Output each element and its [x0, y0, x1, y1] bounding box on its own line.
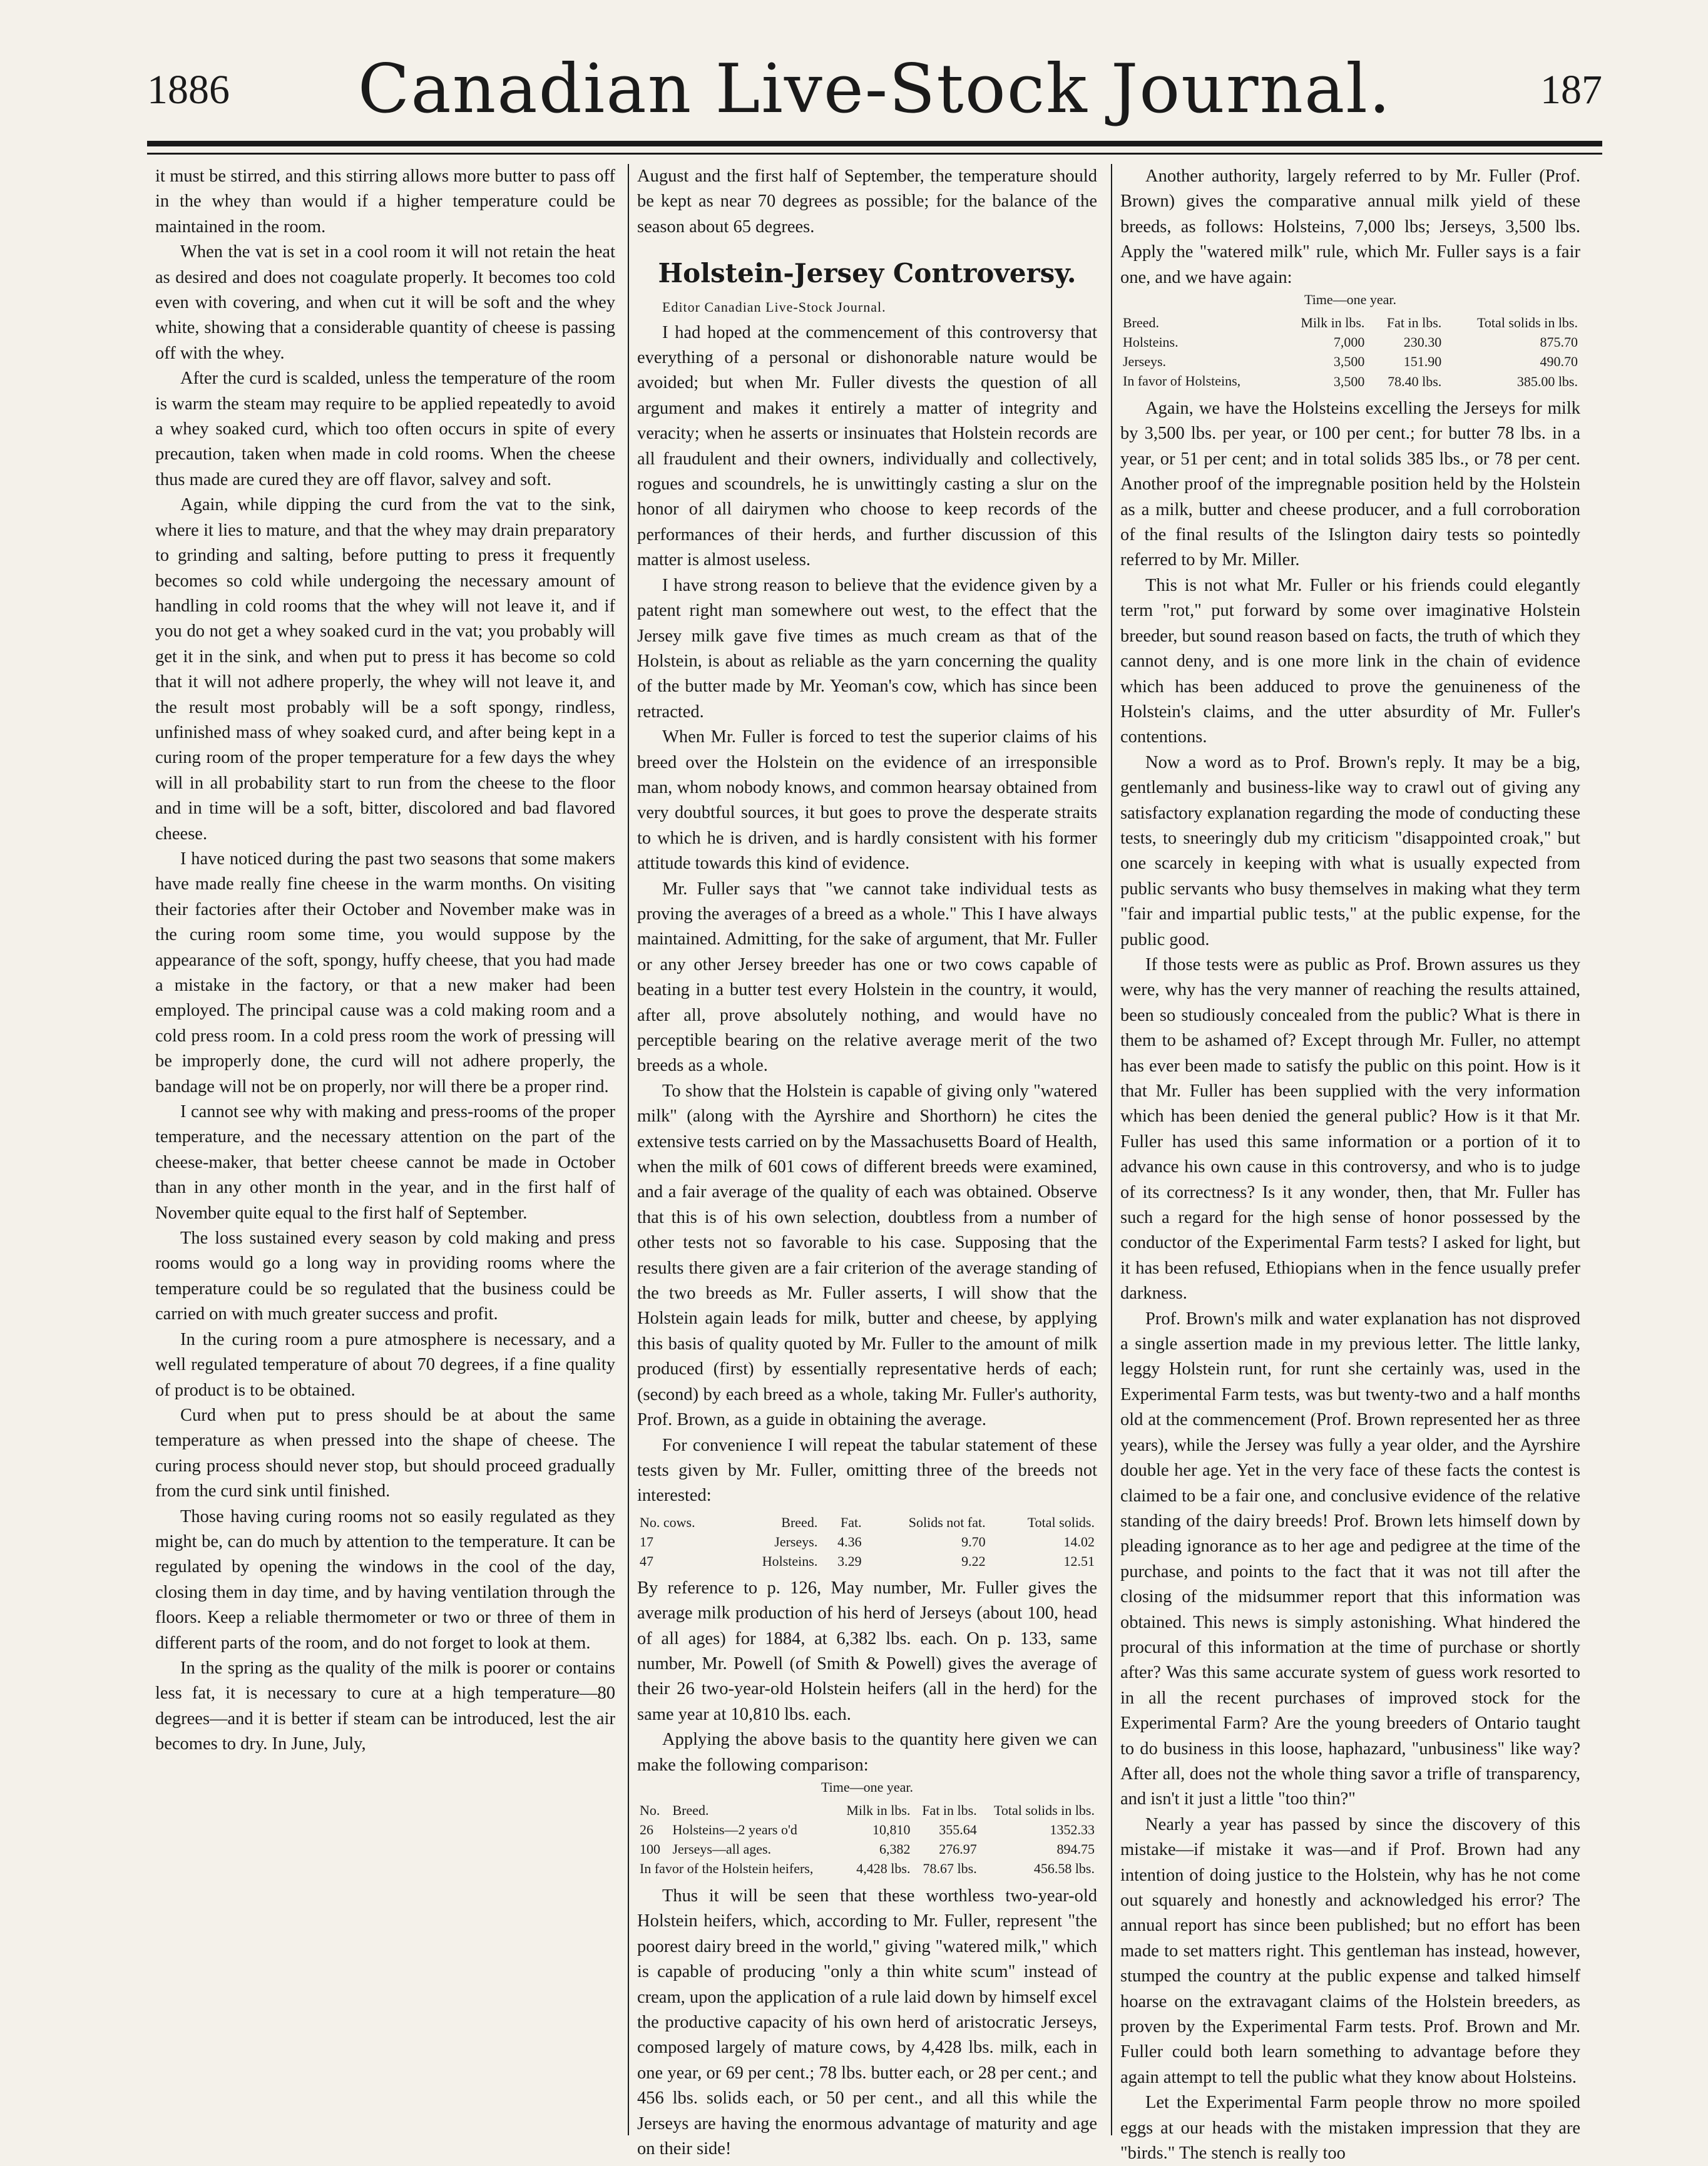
- table-header: Total solids in lbs.: [1476, 315, 1578, 331]
- paragraph: By reference to p. 126, May number, Mr. Fuller gives the average milk production of his herd of Jerseys (about 100, head of all ages) for 1884, at 6,382 lbs. each. On p. 133, same number, Mr. Powell (of Smith & Powell) gives the average of their 26 two-year-old Holstein heifers (all in the herd) for the same year at 10,810 lbs. each.: [637, 1578, 1097, 1724]
- table-cell: 4,428 lbs.: [856, 1861, 911, 1877]
- table-caption: Time—one year.: [821, 1779, 914, 1795]
- table-cell: In favor of Holsteins,: [1123, 373, 1241, 389]
- paragraph: The loss sustained every season by cold making and press rooms would go a long way in providing rooms where the temperature could be so regulated that the business could be carried on with much greater success and profit.: [155, 1229, 615, 1324]
- paragraph: If those tests were as public as Prof. Brown assures us they were, why has the very manner of reaching the results attained, been so studiously concealed from the public? What is there in them to be ashamed of? Except through Mr. Fuller, no attempt has ever been made to satisfy the public on this point. How is it that Mr. Fuller has been supplied with the very information which has been denied the general public? How is it that Mr. Fuller has used this same information or a portion of it to advance his own cause in this controversy, and who is to judge of its correctness? Is it any wonder, then, that Mr. Fuller has such a regard for the high sense of honor possessed by the conductor of the Experimental Farm tests? I asked for light, but it has been refused, Ethiopians when in the fence usually prefer darkness.: [1120, 954, 1580, 1304]
- table-cell: Holsteins.: [1123, 334, 1179, 350]
- table-cell: 10,810: [872, 1821, 911, 1837]
- table-header: Total solids.: [1027, 1514, 1095, 1530]
- table-cell: 3,500: [1333, 373, 1365, 389]
- milk-quality-table: [637, 1513, 1097, 1571]
- journal-title: Canadian Live-Stock Journal.: [357, 50, 1392, 128]
- table-header: Solids not fat.: [908, 1514, 986, 1530]
- page-year: 1886: [147, 67, 230, 113]
- paragraph: Thus it will be seen that these worthless two-year-old Holstein heifers, which, according to Mr. Fuller, represent "the poorest dairy breed in the world," giving "watered milk," which is capable of producing "only a thin white scum" instead of cream, upon the application of a rule laid down by himself excel the productive capacity of his own herd of aristocratic Jerseys, composed largely of mature cows, by 4,428 lbs. milk, each in one year, or 69 per cent.; 78 lbs. butter each, or 28 per cent.; and 456 lbs. solids each, or 50 per cent., and all this while the Jerseys are having the enormous advantage of maturity and age on their side!: [637, 1886, 1097, 2159]
- table-header: Breed.: [1123, 315, 1160, 331]
- table-cell: In favor of the Holstein heifers,: [640, 1860, 814, 1876]
- paragraph: I had hoped at the commencement of this controversy that everything of a personal or dishonorable nature would be avoided; but when Mr. Fuller divests the question of all argument and makes it entirely a matter of integrity and veracity; when he asserts or insinuates that Holstein records are all fraudulent and their owners, individually and collectively, rogues and scoundrels, he is unwittingly casting a slur on the honor of all dairymen who choose to keep records of the performances of their herds, and further discussion of this matter is almost useless.: [637, 322, 1097, 570]
- table-cell: 3,500: [1333, 354, 1365, 370]
- herd-comparison-table: [637, 1801, 1097, 1879]
- table-cell: 9.22: [961, 1553, 986, 1569]
- table-cell: 1352.33: [1050, 1821, 1095, 1837]
- table-header: Milk in lbs.: [846, 1802, 911, 1818]
- paragraph: When the vat is set in a cool room it will not retain the heat as desired and does not coagulate properly. It becomes too cold even with covering, and when cut it will be soft and the whey white, showing that a considerable quantity of cheese is passing off with the whey.: [155, 242, 615, 363]
- table-header: Breed.: [672, 1802, 709, 1818]
- paragraph: it must be stirred, and this stirring allows more butter to pass off in the whey than would if a higher temperature could be maintained in the room.: [155, 166, 615, 237]
- table-cell: Jerseys.: [1123, 354, 1167, 370]
- paragraph: Mr. Fuller says that "we cannot take individual tests as proving the averages of a breed as a whole." This I have always maintained. Admitting, for the sake of argument, that Mr. Fuller or any other Jersey breeder has one or two cows capable of beating in a butter test every Holstein in the country, it would, after all, prove absolutely nothing, and would have no perceptible bearing on the relative average merit of the two breeds as a whole.: [637, 879, 1097, 1076]
- table-cell: 17: [640, 1533, 653, 1550]
- table-row: [637, 1820, 1097, 1839]
- paragraph: Applying the above basis to the quantity here given we can make the following comparison:: [637, 1730, 1097, 1775]
- paragraph: August and the first half of September, the temperature should be kept as near 70 degrees as possible; for the balance of the season about 65 degrees.: [637, 166, 1097, 237]
- table-row: [637, 1532, 1097, 1551]
- table-cell: 12.51: [1063, 1553, 1095, 1569]
- column-divider-left: [628, 164, 629, 2135]
- paragraph: Again, we have the Holsteins excelling the Jerseys for milk by 3,500 lbs. per year, or 100 per cent.; for butter 78 lbs. in a year, or 51 per cent; and in total solids 385 lbs., or 78 per cent. Another proof of the impregnable position held by the Holstein as a milk, butter and cheese producer, and a full corroboration of the final results of the Islington dairy tests so pointedly referred to by Mr. Miller.: [1120, 399, 1580, 570]
- column-1: [155, 164, 615, 2135]
- table-cell: 7,000: [1333, 334, 1365, 350]
- table-row-favor: [637, 1859, 1097, 1879]
- paragraph: After the curd is scalded, unless the temperature of the room is warm the steam may require to be applied repeatedly to avoid a whey soaked curd, which too often occurs in spite of every precaution, taken when made in cold rooms. When the cheese thus made are cured they are off flavor, salvey and soft.: [155, 369, 615, 489]
- table-cell: 276.97: [939, 1841, 977, 1857]
- table-header: Breed.: [781, 1514, 818, 1530]
- table-cell: 4.36: [837, 1533, 862, 1550]
- table-header: Fat in lbs.: [1386, 315, 1442, 331]
- table-header: No.: [640, 1802, 660, 1818]
- table-cell: 26: [640, 1821, 653, 1837]
- table-caption: Time—one year.: [1304, 292, 1397, 308]
- paragraph: This is not what Mr. Fuller or his friends could elegantly term "rot," put forward by some over imaginative Holstein breeder, but sound reason based on facts, the truth of which they cannot deny, and is one more link in the chain of evidence which has been adduced to prove the genuineness of the Holstein's claims, and the utter absurdity of Mr. Fuller's contentions.: [1120, 575, 1580, 747]
- paragraph: Another authority, largely referred to by Mr. Fuller (Prof. Brown) gives the comparative annual milk yield of these breeds, as follows: Holsteins, 7,000 lbs; Jerseys, 3,500 lbs. Apply the "watered milk" rule, which Mr. Fuller says is a fair one, and we have again:: [1120, 166, 1580, 287]
- table-cell: Holsteins—2 years o'd: [672, 1821, 797, 1837]
- paragraph: Now a word as to Prof. Brown's reply. It may be a big, gentlemanly and business-like way to crawl out of giving any satisfactory explanation regarding the mode of conducting these tests, to sneeringly dub my criticism "disappointed croak," but one scarcely in keeping with what is usually expected from public servants who busy themselves in making what they term "fair and impartial public tests," at the public expense, for the public good.: [1120, 752, 1580, 949]
- table-cell: 6,382: [879, 1841, 911, 1857]
- table-header: Milk in lbs.: [1301, 315, 1365, 331]
- paragraph: Let the Experimental Farm people throw no more spoiled eggs at our heads with the mistaken impression that they are "birds." The stench is really too: [1120, 2093, 1580, 2163]
- paragraph: I have noticed during the past two seasons that some makers have made really fine cheese in the warm months. On visiting their factories after their October and November make was in the curing room some time, you would suppose by the appearance of the soft, spongy, huffy cheese, that you had made a mistake in the factory, or that a new maker had been employed. The principal cause was a cold making room and a cold press room. In a cold press room the work of pressing will be improperly done, the curd will not adhere properly, the bandage will not be on properly, nor will there be a proper rind.: [155, 849, 615, 1096]
- table-cell: Jerseys—all ages.: [672, 1841, 772, 1857]
- table-header: No. cows.: [640, 1514, 695, 1530]
- paragraph: When Mr. Fuller is forced to test the superior claims of his breed over the Holstein on the evidence of an irresponsible man, whom nobody knows, and common hearsay obtained from very doubtful sources, it but goes to prove the desperate straits to which he is driven, and is hardly consistent with his former attitude towards this kind of evidence.: [637, 727, 1097, 874]
- article-salutation: Editor Canadian Live-Stock Journal.: [662, 299, 886, 315]
- brown-comparison-table: [1120, 313, 1580, 391]
- table-row: [1120, 332, 1580, 352]
- header-rule-thick: [147, 141, 1602, 146]
- table-cell: 100: [640, 1841, 660, 1857]
- table-cell: 490.70: [1540, 354, 1578, 370]
- paragraph: Those having curing rooms not so easily regulated as they might be, can do much by attention to the temperature. It can be regulated by opening the windows in the cool of the day, closing them in day time, and by having ventilation through the floors. Keep a reliable thermometer or two or three of them in different parts of the room, and do not forget to look at them.: [155, 1506, 615, 1653]
- table-cell: 9.70: [961, 1533, 986, 1550]
- table-header: Fat.: [841, 1514, 862, 1530]
- table-cell: 78.40 lbs.: [1388, 373, 1442, 389]
- column-divider-right: [1111, 164, 1112, 2135]
- table-cell: 14.02: [1063, 1533, 1095, 1550]
- table-cell: Holsteins.: [762, 1553, 818, 1569]
- masthead: [147, 50, 1602, 144]
- paragraph: I have strong reason to believe that the evidence given by a patent right man somewhere out west, to the effect that the Jersey milk gave five times as much cream as that of the Holstein, is about as reliable as the yarn concerning the quality of the butter made by Mr. Yeoman's cow, which has since been retracted.: [637, 575, 1097, 722]
- table-cell: 47: [640, 1553, 653, 1569]
- table-row: [637, 1551, 1097, 1571]
- table-cell: 230.30: [1403, 334, 1442, 350]
- paragraph: In the spring as the quality of the milk is poorer or contains less fat, it is necessary to cure at a high temperature—80 degrees—and it is better if steam can be introduced, lest the air becomes to dry. In June, July,: [155, 1658, 615, 1754]
- table-header: Total solids in lbs.: [993, 1802, 1095, 1818]
- table-cell: 894.75: [1056, 1841, 1095, 1857]
- table-header: Fat in lbs.: [922, 1802, 977, 1818]
- table-row: [1120, 352, 1580, 371]
- table-cell: 151.90: [1403, 354, 1442, 370]
- table-cell: 78.67 lbs.: [923, 1861, 977, 1877]
- table-cell: 355.64: [939, 1821, 977, 1837]
- paragraph: I cannot see why with making and press-rooms of the proper temperature, and the necessary attention on the part of the cheese-maker, that better cheese cannot be made in October than in any other month in the year, and in the first half of November quite equal to the first half of September.: [155, 1102, 615, 1223]
- column-2: [637, 164, 1097, 2159]
- paragraph: Nearly a year has passed by since the discovery of this mistake—if mistake it was—and if Prof. Brown had any intention of doing justice to the Holstein, why has he not come out squarely and honestly and acknowledged his error? The annual report has since been published; but no effort has been made to set matters right. This gentleman has instead, however, stumped the country at the public expense and talked himself hoarse on the extravagant claims of the Holstein breeders, as proven by the Experimental Farm tests. Prof. Brown and Mr. Fuller could both learn something to advantage before they again attempt to tell the public what they know about Holsteins.: [1120, 1814, 1580, 2087]
- table-cell: 875.70: [1540, 334, 1578, 350]
- table-cell: 3.29: [837, 1553, 862, 1569]
- paragraph: In the curing room a pure atmosphere is necessary, and a well regulated temperature of about 70 degrees, if a fine quality of product is to be obtained.: [155, 1329, 615, 1400]
- page-number: 187: [1540, 67, 1602, 113]
- table-cell: 456.58 lbs.: [1033, 1861, 1095, 1877]
- table-cell: Jerseys.: [774, 1533, 818, 1550]
- table-row: [637, 1839, 1097, 1859]
- article-title: Holstein-Jersey Controversy.: [658, 258, 1076, 289]
- paragraph: To show that the Holstein is capable of giving only "watered milk" (along with the Ayrshire and Shorthorn) he cites the extensive tests carried on by the Massachusetts Board of Health, when the milk of 601 cows of different breeds were examined, and a fair average of the quality of each was obtained. Observe that this is of his own selection, doubtless from a number of other tests not so favorable to his case. Supposing that the results there given are a fair criterion of the average standing of the two breeds as Mr. Fuller asserts, I will show that the Holstein again leads for milk, butter and cheese, by applying this basis of quality quoted by Mr. Fuller to the amount of milk produced (first) by essentially representative herds of each; (second) by each breed as a whole, taking Mr. Fuller's authority, Prof. Brown, as a guide in obtaining the average.: [637, 1081, 1097, 1430]
- table-cell: 385.00 lbs.: [1516, 373, 1578, 389]
- table-row-favor: [1120, 371, 1580, 391]
- paragraph: For convenience I will repeat the tabular statement of these tests given by Mr. Fuller, omitting three of the breeds not interested:: [637, 1435, 1097, 1506]
- paragraph: Prof. Brown's milk and water explanation has not disproved a single assertion made in my previous letter. The little lanky, leggy Holstein runt, for runt she certainly was, used in the Experimental Farm tests, was but twenty-two and a half months old at the commencement (Prof. Brown represented her as three years), while the Jersey was fully a year older, and the Ayrshire double her age. Yet in the very face of these facts the contest is claimed to be a fair one, and conclusive evidence of the relative standing of the dairy breeds! Prof. Brown lets himself down by pleading ignorance as to her age and pedigree at the time of the purchase, and points to the fact that it was not till after the closing of the midsummer report that this information was obtained. This news is simply astonishing. What hindered the procural of this information at the time of purchase or shortly after? Was this same accurate system of guess work resorted to in all the recent purchases of improved stock for the Experimental Farm? Are the young breeders of Ontario taught to do business in this loose, haphazard, "unbusiness" like way? After all, does not the whole thing savor a trifle of transparency, and isn't it just a little "too thin?": [1120, 1309, 1580, 1809]
- paragraph: Again, while dipping the curd from the vat to the sink, where it lies to mature, and that the whey may drain preparatory to grinding and salting, before putting to press it frequently becomes so cold while undergoing the necessary amount of handling in cold rooms that the whey will not leave it, and if you do not get a whey soaked curd in the vat; you probably will get it in the sink, and when put to press it has become so cold that it will not adhere properly, the whey will not leave it, and the result most probably will be a soft spongy, rindless, unfinished mass of whey soaked curd, and after being kept in a curing room of the proper temperature for a few days the whey will in all probability start to run from the cheese to the floor and in time will be a soft, bitter, discolored and bad flavored cheese.: [155, 495, 615, 844]
- column-3: [1120, 164, 1580, 2163]
- paragraph: Curd when put to press should be at about the same temperature as when pressed into the shape of cheese. The curing process should never stop, but should proceed gradually from the curd sink until finished.: [155, 1405, 615, 1501]
- header-rule-thin: [147, 153, 1602, 155]
